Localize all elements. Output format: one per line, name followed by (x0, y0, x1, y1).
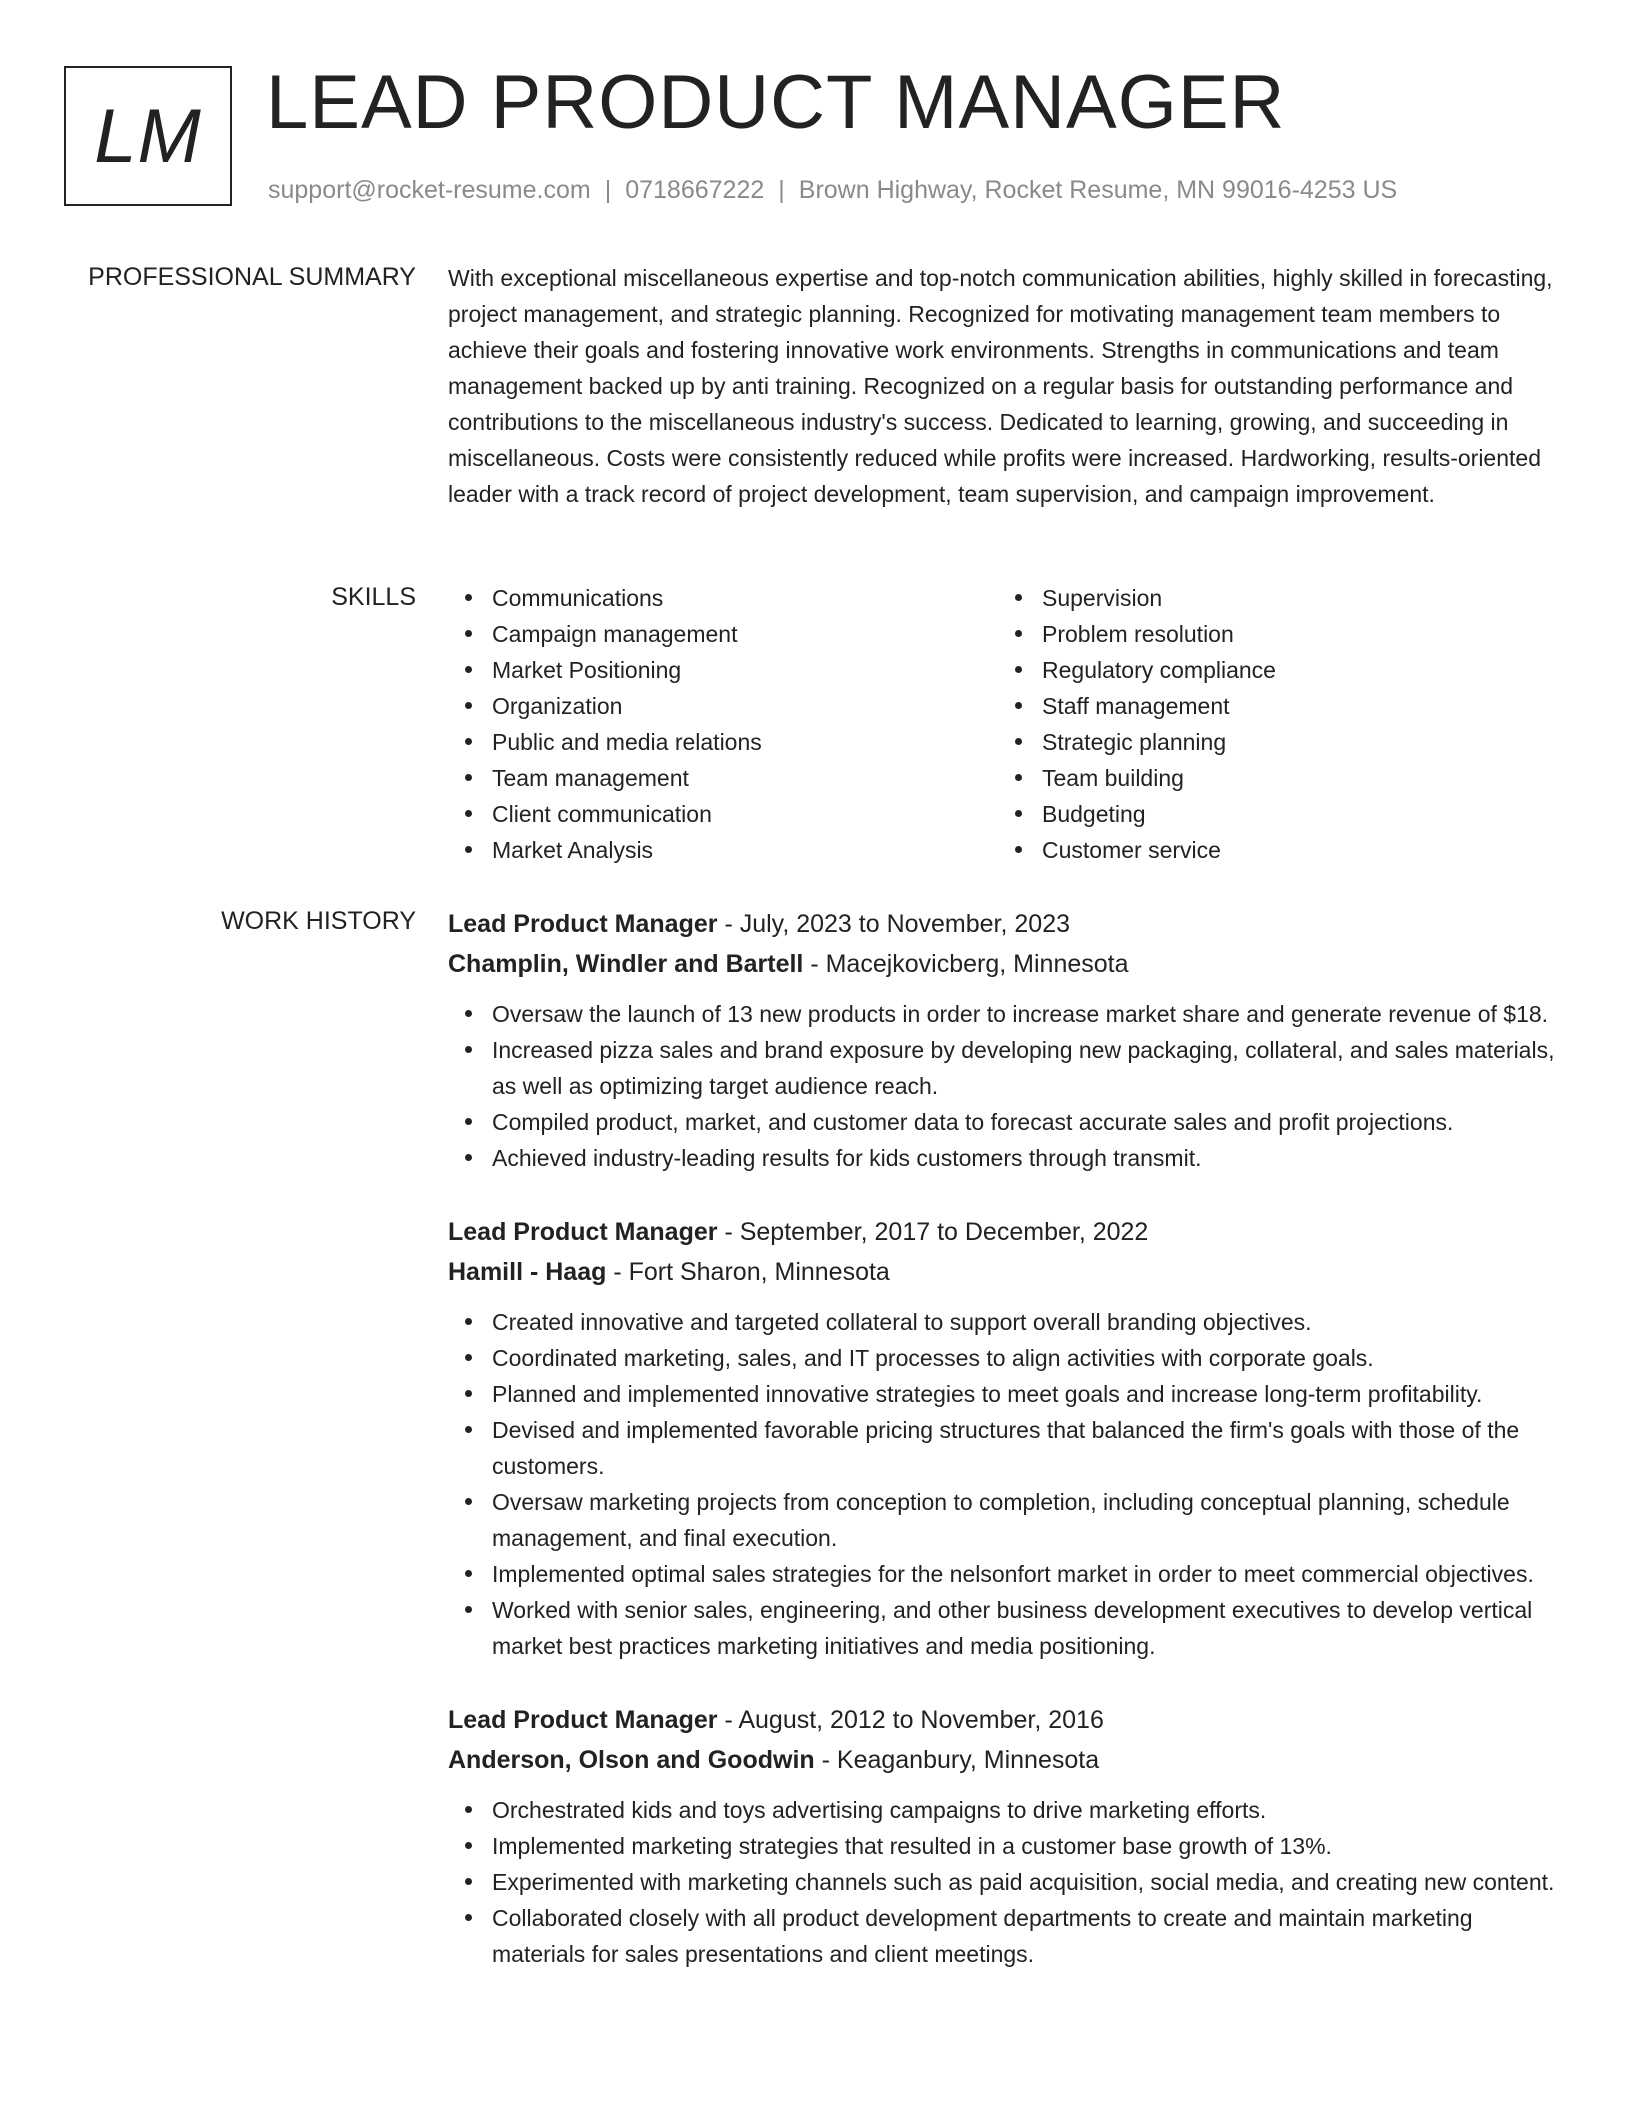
skills-heading: SKILLS (331, 583, 416, 611)
skill-item: Market Analysis (448, 832, 998, 868)
job-bullet: Achieved industry-leading results for kids customers through transmit. (448, 1140, 1570, 1176)
skill-item: Strategic planning (998, 724, 1548, 760)
job-entry (448, 1212, 1570, 1664)
skill-item: Budgeting (998, 796, 1548, 832)
skills-left-list (448, 580, 998, 868)
job-bullets (448, 1304, 1570, 1664)
job-company-line (448, 944, 1570, 984)
contact-separator: | (778, 176, 785, 204)
skill-item: Problem resolution (998, 616, 1548, 652)
job-dates: - August, 2012 to November, 2016 (717, 1706, 1104, 1734)
summary-heading: PROFESSIONAL SUMMARY (88, 263, 416, 291)
skills-right-list (998, 580, 1548, 868)
job-company-line (448, 1740, 1570, 1780)
job-title-line (448, 904, 1570, 944)
job-location: - Fort Sharon, Minnesota (606, 1258, 890, 1286)
job-bullet: Worked with senior sales, engineering, and other business development executives to develop vertical market best practices marketing initiatives and media positioning. (448, 1592, 1570, 1664)
summary-body (448, 260, 1570, 512)
job-company-line (448, 1252, 1570, 1292)
job-entry (448, 904, 1570, 1176)
job-bullets (448, 1792, 1570, 1972)
skill-item: Client communication (448, 796, 998, 832)
skill-item: Staff management (998, 688, 1548, 724)
monogram-logo: LM (64, 66, 232, 206)
contact-separator: | (604, 176, 612, 204)
job-bullet: Oversaw the launch of 13 new products in order to increase market share and generate revenue of $18. (448, 996, 1570, 1032)
work-history-heading: WORK HISTORY (221, 907, 416, 935)
job-entry (448, 1700, 1570, 1972)
job-title: Lead Product Manager (448, 1218, 718, 1246)
job-bullet: Planned and implemented innovative strategies to meet goals and increase long-term profitability. (448, 1376, 1570, 1412)
contact-line (268, 176, 1397, 205)
job-bullet: Orchestrated kids and toys advertising campaigns to drive marketing efforts. (448, 1792, 1570, 1828)
contact-phone[interactable]: 0718667222 (625, 176, 765, 204)
contact-address: Brown Highway, Rocket Resume, MN 99016-4253 US (798, 176, 1398, 204)
skill-item: Organization (448, 688, 998, 724)
job-bullet: Devised and implemented favorable pricing structures that balanced the firm's goals with those of the customers. (448, 1412, 1570, 1484)
job-title-line (448, 1700, 1570, 1740)
skill-item: Regulatory compliance (998, 652, 1548, 688)
job-bullet: Created innovative and targeted collateral to support overall branding objectives. (448, 1304, 1570, 1340)
contact-email[interactable]: support@rocket-resume.com (268, 176, 591, 204)
job-company: Hamill - Haag (448, 1258, 607, 1286)
skill-item: Customer service (998, 832, 1548, 868)
job-company: Champlin, Windler and Bartell (448, 950, 804, 978)
job-title: Lead Product Manager (448, 1706, 718, 1734)
job-bullet: Oversaw marketing projects from conception to completion, including conceptual planning, schedule management, and final execution. (448, 1484, 1570, 1556)
resume-title: LEAD PRODUCT MANAGER (266, 60, 1286, 145)
skill-item: Market Positioning (448, 652, 998, 688)
skill-item: Team management (448, 760, 998, 796)
skills-body (448, 580, 1570, 868)
job-bullet: Implemented optimal sales strategies for the nelsonfort market in order to meet commercial objectives. (448, 1556, 1570, 1592)
work-history-body (448, 904, 1570, 2008)
summary-text: With exceptional miscellaneous expertise and top-notch communication abilities, highly skilled in forecasting, project management, and strategic planning. Recognized for motivating management team members to achieve their goals and fostering innovative work environments. Strengths in communications and team management backed up by anti training. Recognized on a regular basis for outstanding performance and contributions to the miscellaneous industry's success. Dedicated to learning, growing, and succeeding in miscellaneous. Costs were consistently reduced while profits were increased. Hardworking, results-oriented leader with a track record of project development, team supervision, and campaign improvement. (448, 265, 1553, 507)
job-bullet: Implemented marketing strategies that resulted in a customer base growth of 13%. (448, 1828, 1570, 1864)
job-bullet: Compiled product, market, and customer data to forecast accurate sales and profit projections. (448, 1104, 1570, 1140)
job-location: - Macejkovicberg, Minnesota (803, 950, 1129, 978)
job-location: - Keaganbury, Minnesota (814, 1746, 1100, 1774)
job-company: Anderson, Olson and Goodwin (448, 1746, 815, 1774)
skill-item: Communications (448, 580, 998, 616)
job-title-line (448, 1212, 1570, 1252)
job-dates: - September, 2017 to December, 2022 (717, 1218, 1149, 1246)
skill-item: Public and media relations (448, 724, 998, 760)
skill-item: Supervision (998, 580, 1548, 616)
job-dates: - July, 2023 to November, 2023 (717, 910, 1071, 938)
job-bullet: Coordinated marketing, sales, and IT processes to align activities with corporate goals. (448, 1340, 1570, 1376)
skill-item: Team building (998, 760, 1548, 796)
job-bullets (448, 996, 1570, 1176)
job-title: Lead Product Manager (448, 910, 718, 938)
job-bullet: Increased pizza sales and brand exposure by developing new packaging, collateral, and sales materials, as well as optimizing target audience reach. (448, 1032, 1570, 1104)
job-bullet: Collaborated closely with all product development departments to create and maintain marketing materials for sales presentations and client meetings. (448, 1900, 1570, 1972)
skill-item: Campaign management (448, 616, 998, 652)
job-bullet: Experimented with marketing channels such as paid acquisition, social media, and creating new content. (448, 1864, 1570, 1900)
